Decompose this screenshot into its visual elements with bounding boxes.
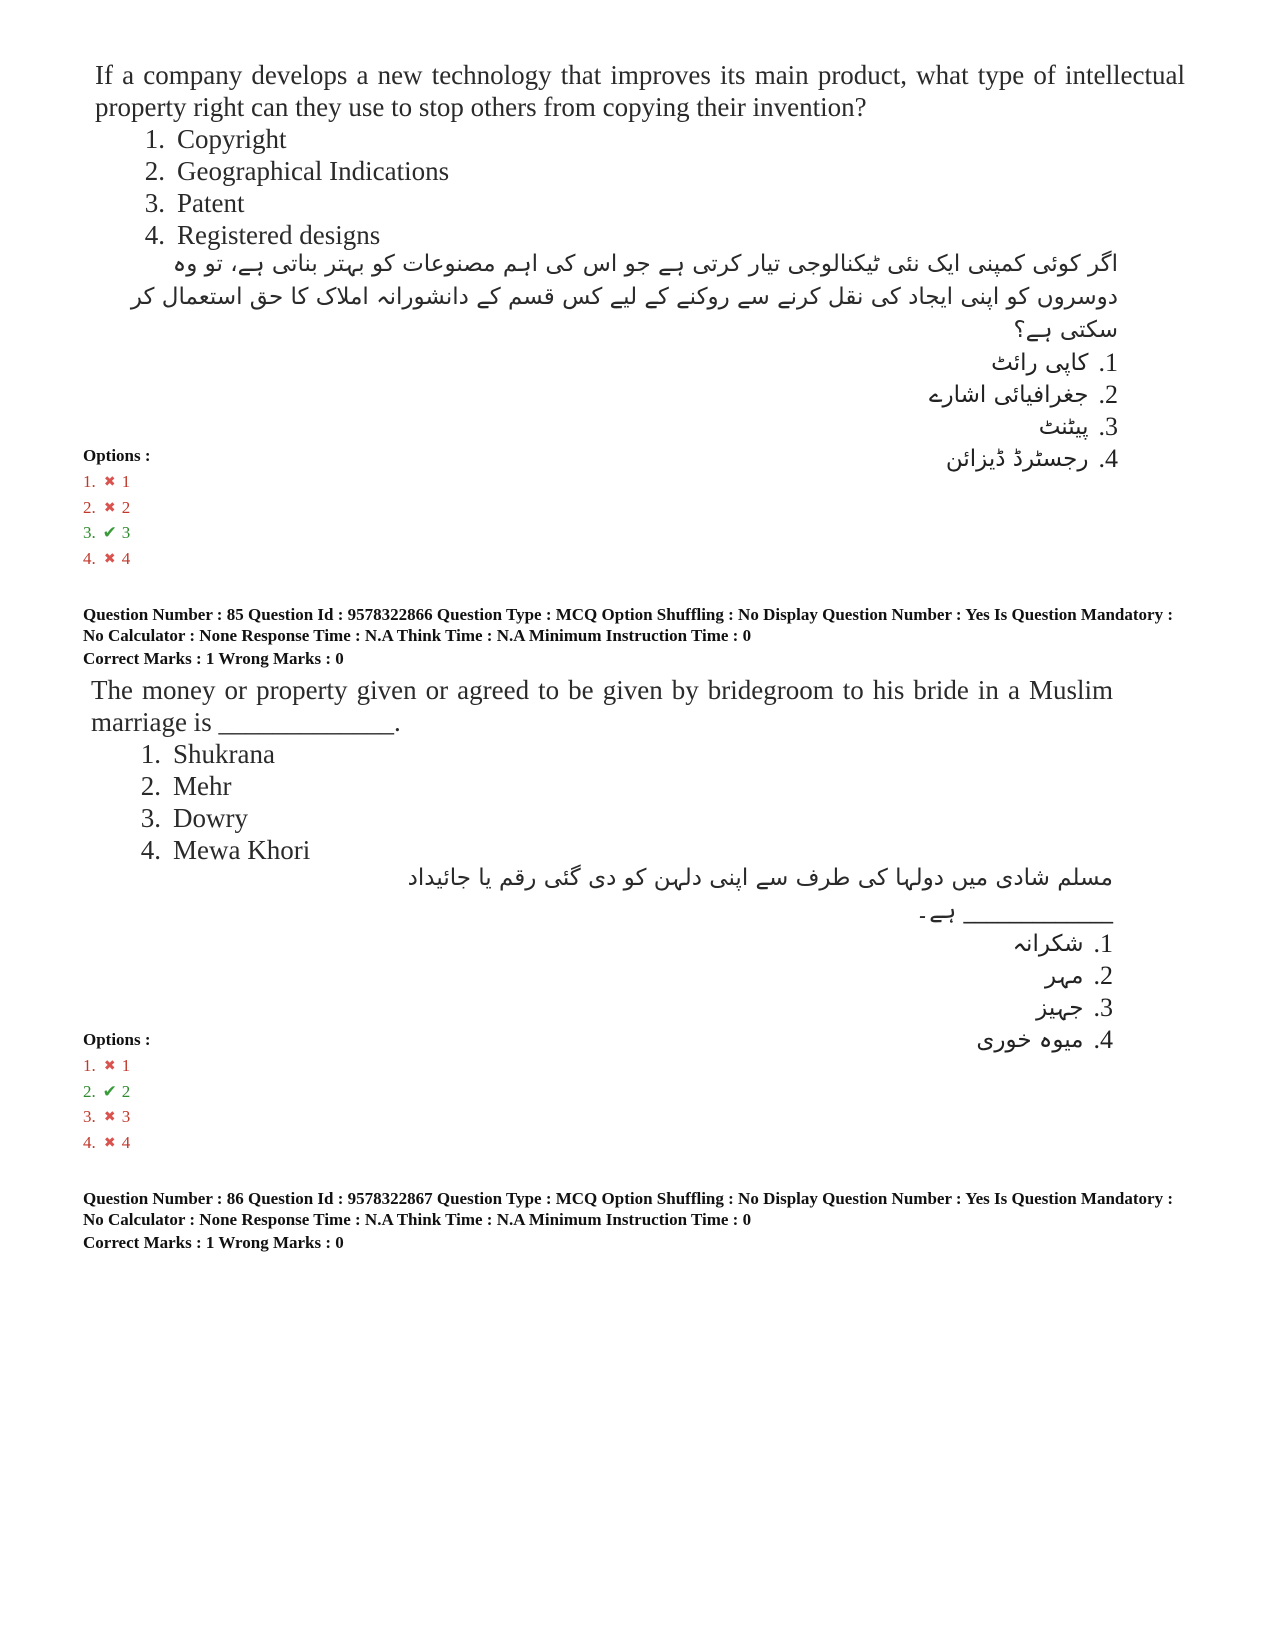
list-item: 1. Copyright [144,124,287,154]
q85-english-block [91,674,1113,866]
q84-urdu-options [120,347,1118,475]
q85-marks: Correct Marks : 1 Wrong Marks : 0 [83,649,344,668]
q84-answer-3: 3. ✔ 3 [83,523,131,542]
list-item: 4. Registered designs [144,220,381,250]
cross-icon: ✖ [103,500,116,516]
list-item: .4 رجسٹرڈ ڈیزائن [945,444,1118,473]
q84-english-options [123,123,1185,251]
check-icon: ✔ [102,1082,117,1101]
q85-english-stem: The money or property given or agreed to be given by bridegroom to his bride in a Muslim marriage is _____________. [91,675,1113,737]
q86-meta: Question Number : 86 Question Id : 9578322867 Question Type : MCQ Option Shuffling : No Display Question Number : Yes Is Question Mandatory : No Calculator : None Response Time : N.A Think Time : N.A Minimum Instruction Time : 0 [83,1189,1173,1229]
cross-icon: ✖ [103,1109,116,1125]
list-item: .2 مہر [1045,961,1113,990]
list-item: 3. Patent [144,188,245,218]
cross-icon: ✖ [103,474,116,490]
q85-english-options [119,738,1113,866]
check-icon: ✔ [102,523,117,542]
q85-answer-1: 1. ✖ 1 [83,1056,131,1075]
q85-answer-3: 3. ✖ 3 [83,1107,131,1126]
q85-answer-4: 4. ✖ 4 [83,1133,131,1152]
list-item: 3. Dowry [140,803,248,833]
cross-icon: ✖ [103,1058,116,1074]
q85-answer-2: 2. ✔ 2 [83,1082,131,1101]
list-item: 1. Shukrana [140,739,275,769]
q86-marks: Correct Marks : 1 Wrong Marks : 0 [83,1233,344,1252]
q85-meta: Question Number : 85 Question Id : 9578322866 Question Type : MCQ Option Shuffling : No Display Question Number : Yes Is Question Mandatory : No Calculator : None Response Time : N.A Think Time : N.A Minimum Instruction Time : 0 [83,605,1173,645]
q84-urdu-stem: اگر کوئی کمپنی ایک نئی ٹیکنالوجی تیار کرتی ہے جو اس کی اہم مصنوعات کو بہتر بناتی ہے، تو وہ دوسروں کو اپنی ایجاد کی نقل کرنے سے روکنے کے لیے کس قسم کے دانشورانہ املاک کا حق استعمال کر سکتی ہے؟ [130,251,1118,343]
list-item: .3 پیٹنٹ [1038,412,1118,441]
q85-urdu-block [260,862,1113,1056]
q84-answer-1: 1. ✖ 1 [83,472,131,491]
q84-english-block [95,59,1185,251]
list-item: 2. Mehr [140,771,232,801]
list-item: .3 جہیز [1036,993,1113,1022]
list-item: .1 شکرانہ [1012,929,1113,958]
cross-icon: ✖ [103,551,116,567]
list-item: .1 کاپی رائٹ [991,348,1118,377]
q84-options-label: Options : [83,446,151,465]
list-item: 4. Mewa Khori [140,835,311,865]
q84-answer-2: 2. ✖ 2 [83,498,131,517]
q84-answer-4: 4. ✖ 4 [83,549,131,568]
list-item: .2 جغرافیائی اشارے [929,380,1118,409]
q85-options-label: Options : [83,1030,151,1049]
list-item: 2. Geographical Indications [144,156,450,186]
q85-urdu-stem: مسلم شادی میں دولہا کی طرف سے اپنی دلہن کو دی گئی رقم یا جائیداد _____________ ہے۔ [407,865,1113,924]
cross-icon: ✖ [103,1135,116,1151]
q85-urdu-options [260,928,1113,1056]
q84-urdu-block [120,248,1118,475]
list-item: .4 میوہ خوری [976,1025,1113,1054]
q84-english-stem: If a company develops a new technology that improves its main product, what type of intellectual property right can they use to stop others from copying their invention? [95,60,1185,122]
